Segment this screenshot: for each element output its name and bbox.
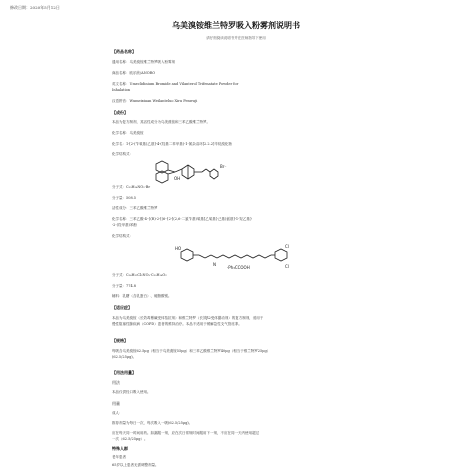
section-specs: 【规格】 <box>112 338 128 343</box>
nh-label: N <box>213 262 216 267</box>
umec-name: 化学名称：乌美溴铵 <box>112 131 144 135</box>
benzyl-ring <box>210 169 218 179</box>
section-dosage: 【用法用量】 <box>112 370 136 375</box>
specs-line-2: (62.5/25μg)。 <box>112 355 137 359</box>
generic-name: 通用名称：乌美溴铵维兰特罗吸入粉雾剂 <box>112 60 175 64</box>
revision-date: 修改日期：2020年5月12日 <box>10 5 60 10</box>
dosage-line-1: 本品仅供经口吸入使用。 <box>112 390 151 394</box>
umec-chemical-name: 化学名：1-[2-(苄氧基)乙基]-4-(羟基二苯甲基)-1-氮杂双环[2.2.2]辛烷溴化物 <box>112 142 232 146</box>
umec-structure-label: 化学结构式： <box>112 152 133 156</box>
english-name-cont: Inhalation <box>112 88 131 92</box>
section-indications: 【适应症】 <box>112 305 132 310</box>
special-populations: 特殊人群 <box>112 446 128 451</box>
vil-chemical-name: 化学名称：三苯乙酸-4-{(R)-2-[(6-{2-[(2,6-二氯苄基)氧基]乙氧基}己基)氨基]-1-羟乙基} <box>112 217 253 221</box>
excipients: 辅料：乳糖（含乳蛋白）、硬脂酸镁。 <box>112 294 172 298</box>
section-ingredients: 【成份】 <box>112 110 128 115</box>
ho-label: HO <box>175 246 182 251</box>
vil-formula: 分子式：C₂₄H₃₃Cl₂NO₅·C₂₀H₁₆O₂ <box>112 273 167 277</box>
dosage-sub-usage: 用法 <box>112 380 120 385</box>
document-subtitle: 请仔细阅读说明书并在医师指导下使用 <box>206 36 266 40</box>
vil-mw: 分子量：774.8 <box>112 284 137 288</box>
dosage-sub-amount: 用量 <box>112 401 120 406</box>
dosage-line-3: 应在每天同一时间用药。如漏服一剂，应在次日常规时间服用下一剂，不应在同一天内使用超过 <box>112 431 259 435</box>
bromide-label: Br⁻ <box>220 164 227 169</box>
section-drug-name: 【药品名称】 <box>112 49 136 54</box>
indications-line-2: 慢性阻塞性肺疾病（COPD）患者的维持治疗。本品不适用于缓解急性支气管痉挛。 <box>112 322 242 326</box>
ingredients-intro: 本品为复方制剂，其活性成分为乌美溴铵和三苯乙酸维兰特罗。 <box>112 120 210 124</box>
specs-line-1: 每吸含乌美溴铵62.5μg（相当于乌美溴铵55μg）和三苯乙酸维兰特罗40μg（相当于维兰特罗25μg） <box>112 349 271 353</box>
umec-mw: 分子量：508.5 <box>112 196 137 200</box>
vil-chemical-name-cont: -2-(羟甲基)苯酚 <box>112 223 137 227</box>
oh-label: OH <box>174 176 181 181</box>
phenol-ring <box>181 249 193 261</box>
cl-label-1: Cl <box>285 244 289 249</box>
indications-line-1: 本品为乌美溴铵（长效毒蕈碱受体拮抗剂）和维兰特罗（长效β2受体激动剂）的复方制剂，适用于 <box>112 316 264 320</box>
trade-name: 商品名称：欧乐欣/ANORO <box>112 71 156 75</box>
elderly-heading: 老年患者 <box>112 455 126 459</box>
umec-formula: 分子式：C₂₉H₃₄NO₂·Br <box>112 185 151 189</box>
vil-structure-label: 化学结构式： <box>112 234 133 238</box>
pinyin-name: 汉语拼音：Wumeixiuan Weilanteluo Xiru Fenwuji <box>112 99 198 103</box>
vilanterol-structure <box>175 244 315 274</box>
vil-name: 活性成分：三苯乙酸维兰特罗 <box>112 206 158 210</box>
dichlorophenyl-ring <box>275 249 287 261</box>
elderly-text: 65岁以上患者无需调整剂量。 <box>112 463 159 467</box>
dosage-adults: 成人： <box>112 411 123 415</box>
dosage-line-4: 一次（62.5/25μg）。 <box>112 437 148 441</box>
umeclidinium-structure <box>150 160 230 188</box>
document-title: 乌美溴铵维兰特罗吸入粉雾剂说明书 <box>172 20 300 30</box>
dosage-line-2: 推荐剂量为每日一次，每次吸入一吸(62.5/25μg)。 <box>112 421 193 425</box>
cl-label-2: Cl <box>285 264 289 269</box>
english-name: 英文名称：Umeclidinium Bromide and Vilanterol Trifenatate Powder for <box>112 82 239 86</box>
salt-label: ·Ph₃CCOOH <box>227 265 250 270</box>
